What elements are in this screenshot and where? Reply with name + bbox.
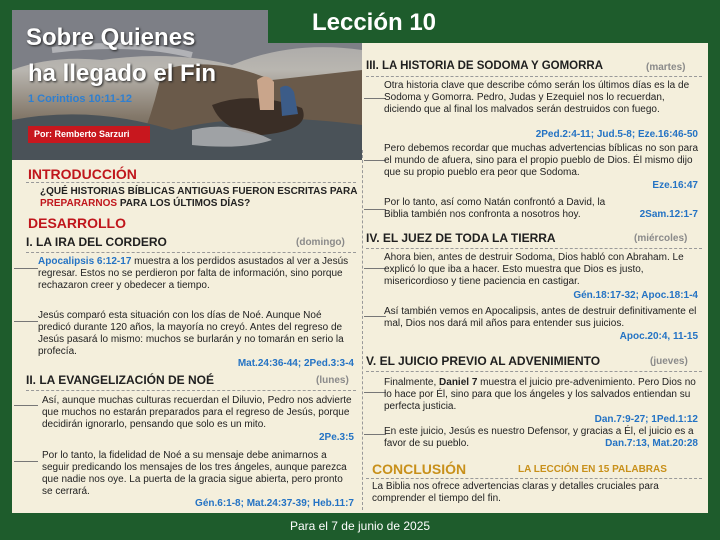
section2-paragraph2: Por lo tanto, la fidelidad de Noé a su mensaje debe animarnos a seguir predicando los mensajes de los tres ángeles, aunque parezca que nadie nos oye. La puerta de la gracia sigue abierta, pero pronto se cerrará. bbox=[42, 450, 347, 497]
desarrollo-heading: DESARROLLO bbox=[28, 215, 126, 231]
conclusion-text: La Biblia nos ofrece advertencias claras y detalles cruciales para comprender el tiempo del fin. bbox=[372, 481, 659, 504]
bullet-rule bbox=[364, 316, 386, 317]
divider bbox=[26, 390, 356, 391]
introduccion-question: ¿QUÉ HISTORIAS BÍBLICAS ANTIGUAS FUERON ESCRITAS PARA PREPARARNOS PARA LOS ÚLTIMOS DÍAS? bbox=[40, 186, 358, 209]
divider bbox=[26, 252, 356, 253]
section3-title: III. LA HISTORIA DE SODOMA Y GOMORRA bbox=[366, 60, 604, 72]
conclusion-tag: LA LECCIÓN EN 15 PALABRAS bbox=[518, 464, 667, 475]
section1-paragraph2: Jesús comparó esta situación con los días de Noé. Aunque Noé predicó durante 120 años, la mayoría no creyó. Antes del regreso de Jesús pasará lo mismo: muchos se burlarán y no tomarán en serio la profecía. bbox=[38, 310, 344, 357]
divider bbox=[366, 76, 702, 77]
bullet-rule bbox=[364, 434, 386, 435]
bullet-rule bbox=[14, 461, 38, 462]
section5-paragraph2: En este juicio, Jesús es nuestro Defensor, y gracias a Él, el juicio es a favor de su pueblo. bbox=[384, 426, 694, 449]
section2-refs1: 2Pe.3:5 bbox=[318, 432, 354, 443]
bullet-rule bbox=[14, 405, 38, 406]
section5-refs1: Dan.7:9-27; 1Ped.1:12 bbox=[594, 414, 698, 425]
bullet-rule bbox=[14, 268, 38, 269]
section5-day: (jueves) bbox=[650, 356, 688, 367]
cover-title-line1: Sobre Quienes bbox=[26, 24, 196, 51]
divider bbox=[366, 371, 702, 372]
section2-refs2: Gén.6:1-8; Mat.24:37-39; Heb.11:7 bbox=[195, 498, 354, 509]
section5-title: V. EL JUICIO PREVIO AL ADVENIMIENTO bbox=[366, 354, 601, 368]
bullet-rule bbox=[364, 209, 386, 210]
section3-paragraph1: Otra historia clave que describe cómo serán los últimos días es la de Sodoma y Gomorra. Pedro, Judas y Ezequiel nos lo recuerdan, diciendo que al final los malvados serán destruidos con fuego. bbox=[384, 80, 690, 115]
section4-paragraph1: Ahora bien, antes de destruir Sodoma, Dios habló con Abraham. Le explicó lo que iba a hacer. Esto muestra que Dios es justo, misericordioso y tiene paciencia en castigar. bbox=[384, 252, 684, 287]
cover-title-line2: ha llegado el Fin bbox=[28, 60, 217, 87]
bullet-rule bbox=[364, 268, 386, 269]
divider bbox=[26, 182, 356, 183]
section3-refs3: 2Sam.12:1-7 bbox=[639, 209, 698, 220]
section1-title: I. LA IRA DEL CORDERO bbox=[26, 235, 167, 249]
footer-date: Para el 7 de junio de 2025 bbox=[289, 519, 431, 533]
divider bbox=[366, 478, 702, 479]
section4-title: IV. EL JUEZ DE TODA LA TIERRA bbox=[366, 231, 556, 245]
section4-refs2: Apoc.20:4, 11-15 bbox=[619, 331, 698, 342]
section3-paragraph2: Pero debemos recordar que muchas advertencias bíblicas no son para el mundo de afuera, sino para el propio pueblo de Dios. Él mismo dijo que su propio pueblo era peor que Sodoma. bbox=[384, 143, 699, 178]
divider bbox=[366, 248, 702, 249]
column-divider bbox=[362, 150, 363, 510]
section5-refs2: Dan.7:13, Mat.20:28 bbox=[605, 438, 698, 449]
lesson-title: Lección 10 bbox=[268, 5, 480, 43]
section4-day: (miércoles) bbox=[634, 233, 688, 244]
section2-paragraph1: Así, aunque muchas culturas recuerdan el Diluvio, Pedro nos advierte que muchos no estarán preparados para el regreso de Jesús, porque decidirán ignorarlo, pensando que solo es un mito. bbox=[42, 395, 352, 430]
section3-refs1: 2Ped.2:4-11; Jud.5-8; Eze.16:46-50 bbox=[535, 129, 698, 140]
section3-paragraph3: Por lo tanto, así como Natán confrontó a David, la Biblia también nos confronta a nosotros hoy. bbox=[384, 197, 606, 220]
section1-refs: Mat.24:36-44; 2Ped.3:3-4 bbox=[237, 358, 354, 369]
section5-paragraph1: Finalmente, Daniel 7 muestra el juicio pre-advenimiento. Pero Dios no lo hace por Él, sino para que los ángeles y los salvados entiendan su perfecta justicia. bbox=[384, 377, 696, 412]
section3-day: (martes) bbox=[646, 62, 686, 73]
bullet-rule bbox=[364, 392, 386, 393]
section3-refs2: Eze.16:47 bbox=[652, 180, 698, 191]
conclusion-heading: CONCLUSIÓN bbox=[372, 461, 467, 477]
section2-title: II. LA EVANGELIZACIÓN DE NOÉ bbox=[26, 373, 215, 387]
section4-refs1: Gén.18:17-32; Apoc.18:1-4 bbox=[573, 290, 698, 301]
introduccion-heading: INTRODUCCIÓN bbox=[28, 166, 137, 182]
cover-verse: 1 Corintios 10:11-12 bbox=[28, 93, 132, 105]
bullet-rule bbox=[14, 321, 38, 322]
section2-day: (lunes) bbox=[316, 375, 349, 386]
section1-day: (domingo) bbox=[296, 237, 345, 248]
bullet-rule bbox=[364, 160, 386, 161]
bullet-rule bbox=[364, 98, 386, 99]
section4-paragraph2: Así también vemos en Apocalipsis, antes de destruir definitivamente el mal, Dios nos dará mil años para entender sus juicios. bbox=[384, 306, 697, 329]
section1-paragraph1: Apocalipsis 6:12-17 muestra a los perdidos asustados al ver a Jesús regresar. Estos no se perdieron por falta de información, sino porque rechazaron creer y obedecer a tiempo. bbox=[38, 256, 349, 291]
author-badge: Por: Remberto Sarzuri bbox=[28, 126, 150, 143]
